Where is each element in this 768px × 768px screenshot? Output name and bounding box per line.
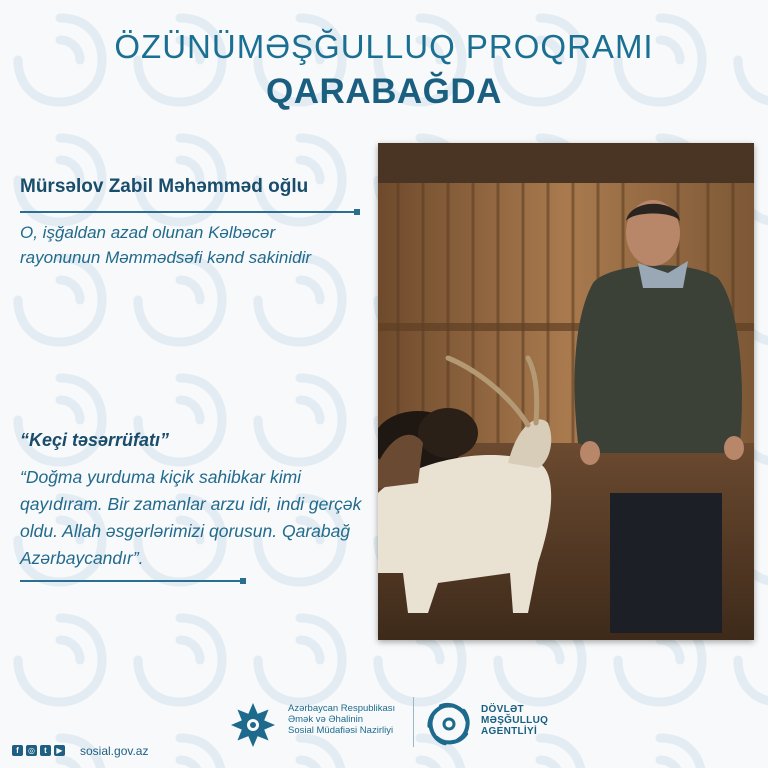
- person-quote: “Doğma yurduma kiçik sahibkar kimi qayıdıram. Bir zamanlar arzu idi, indi gerçək oldu. Allah əsgərlərimizi qorusun. Qarabağ Azərbaycandır”.: [20, 467, 362, 568]
- person-description: O, işğaldan azad olunan Kəlbəcər rayonunun Məmmədsəfi kənd sakinidir: [20, 223, 312, 267]
- ministry-line-1: Azərbaycan Respublikası: [288, 703, 396, 714]
- instagram-icon[interactable]: ◎: [26, 745, 37, 756]
- agency-line-1: DÖVLƏT: [481, 704, 524, 715]
- twitter-icon[interactable]: t: [40, 745, 51, 756]
- program-subtitle: QARABAĞDA: [266, 72, 502, 111]
- farmer-photo: [378, 143, 754, 640]
- ministry-line-2: Əmək və Əhalinin: [288, 714, 364, 725]
- agency-line-3: AGENTLİYİ: [481, 726, 538, 737]
- program-title: ÖZÜNÜMƏŞĞULLUQ PROQRAMI: [114, 28, 654, 65]
- ministry-logo-icon: [228, 700, 278, 750]
- youtube-icon[interactable]: ▶: [54, 745, 65, 756]
- person-name: Mürsəlov Zabil Məhəmməd oğlu: [20, 176, 309, 197]
- agency-line-2: MƏŞĞULLUQ: [481, 715, 549, 726]
- quote-divider: [20, 580, 244, 582]
- name-divider: [20, 211, 358, 213]
- ministry-line-3: Sosial Müdafiəsi Nazirliyi: [288, 725, 394, 736]
- agency-name: [481, 704, 548, 737]
- facebook-icon[interactable]: f: [12, 745, 23, 756]
- agency-logo-icon: [425, 700, 473, 748]
- footer-divider: [413, 697, 414, 747]
- project-title: “Keçi təsərrüfatı”: [20, 430, 170, 450]
- website-link[interactable]: sosial.gov.az: [80, 744, 149, 758]
- ministry-name: [288, 703, 395, 736]
- social-icons: [12, 745, 65, 756]
